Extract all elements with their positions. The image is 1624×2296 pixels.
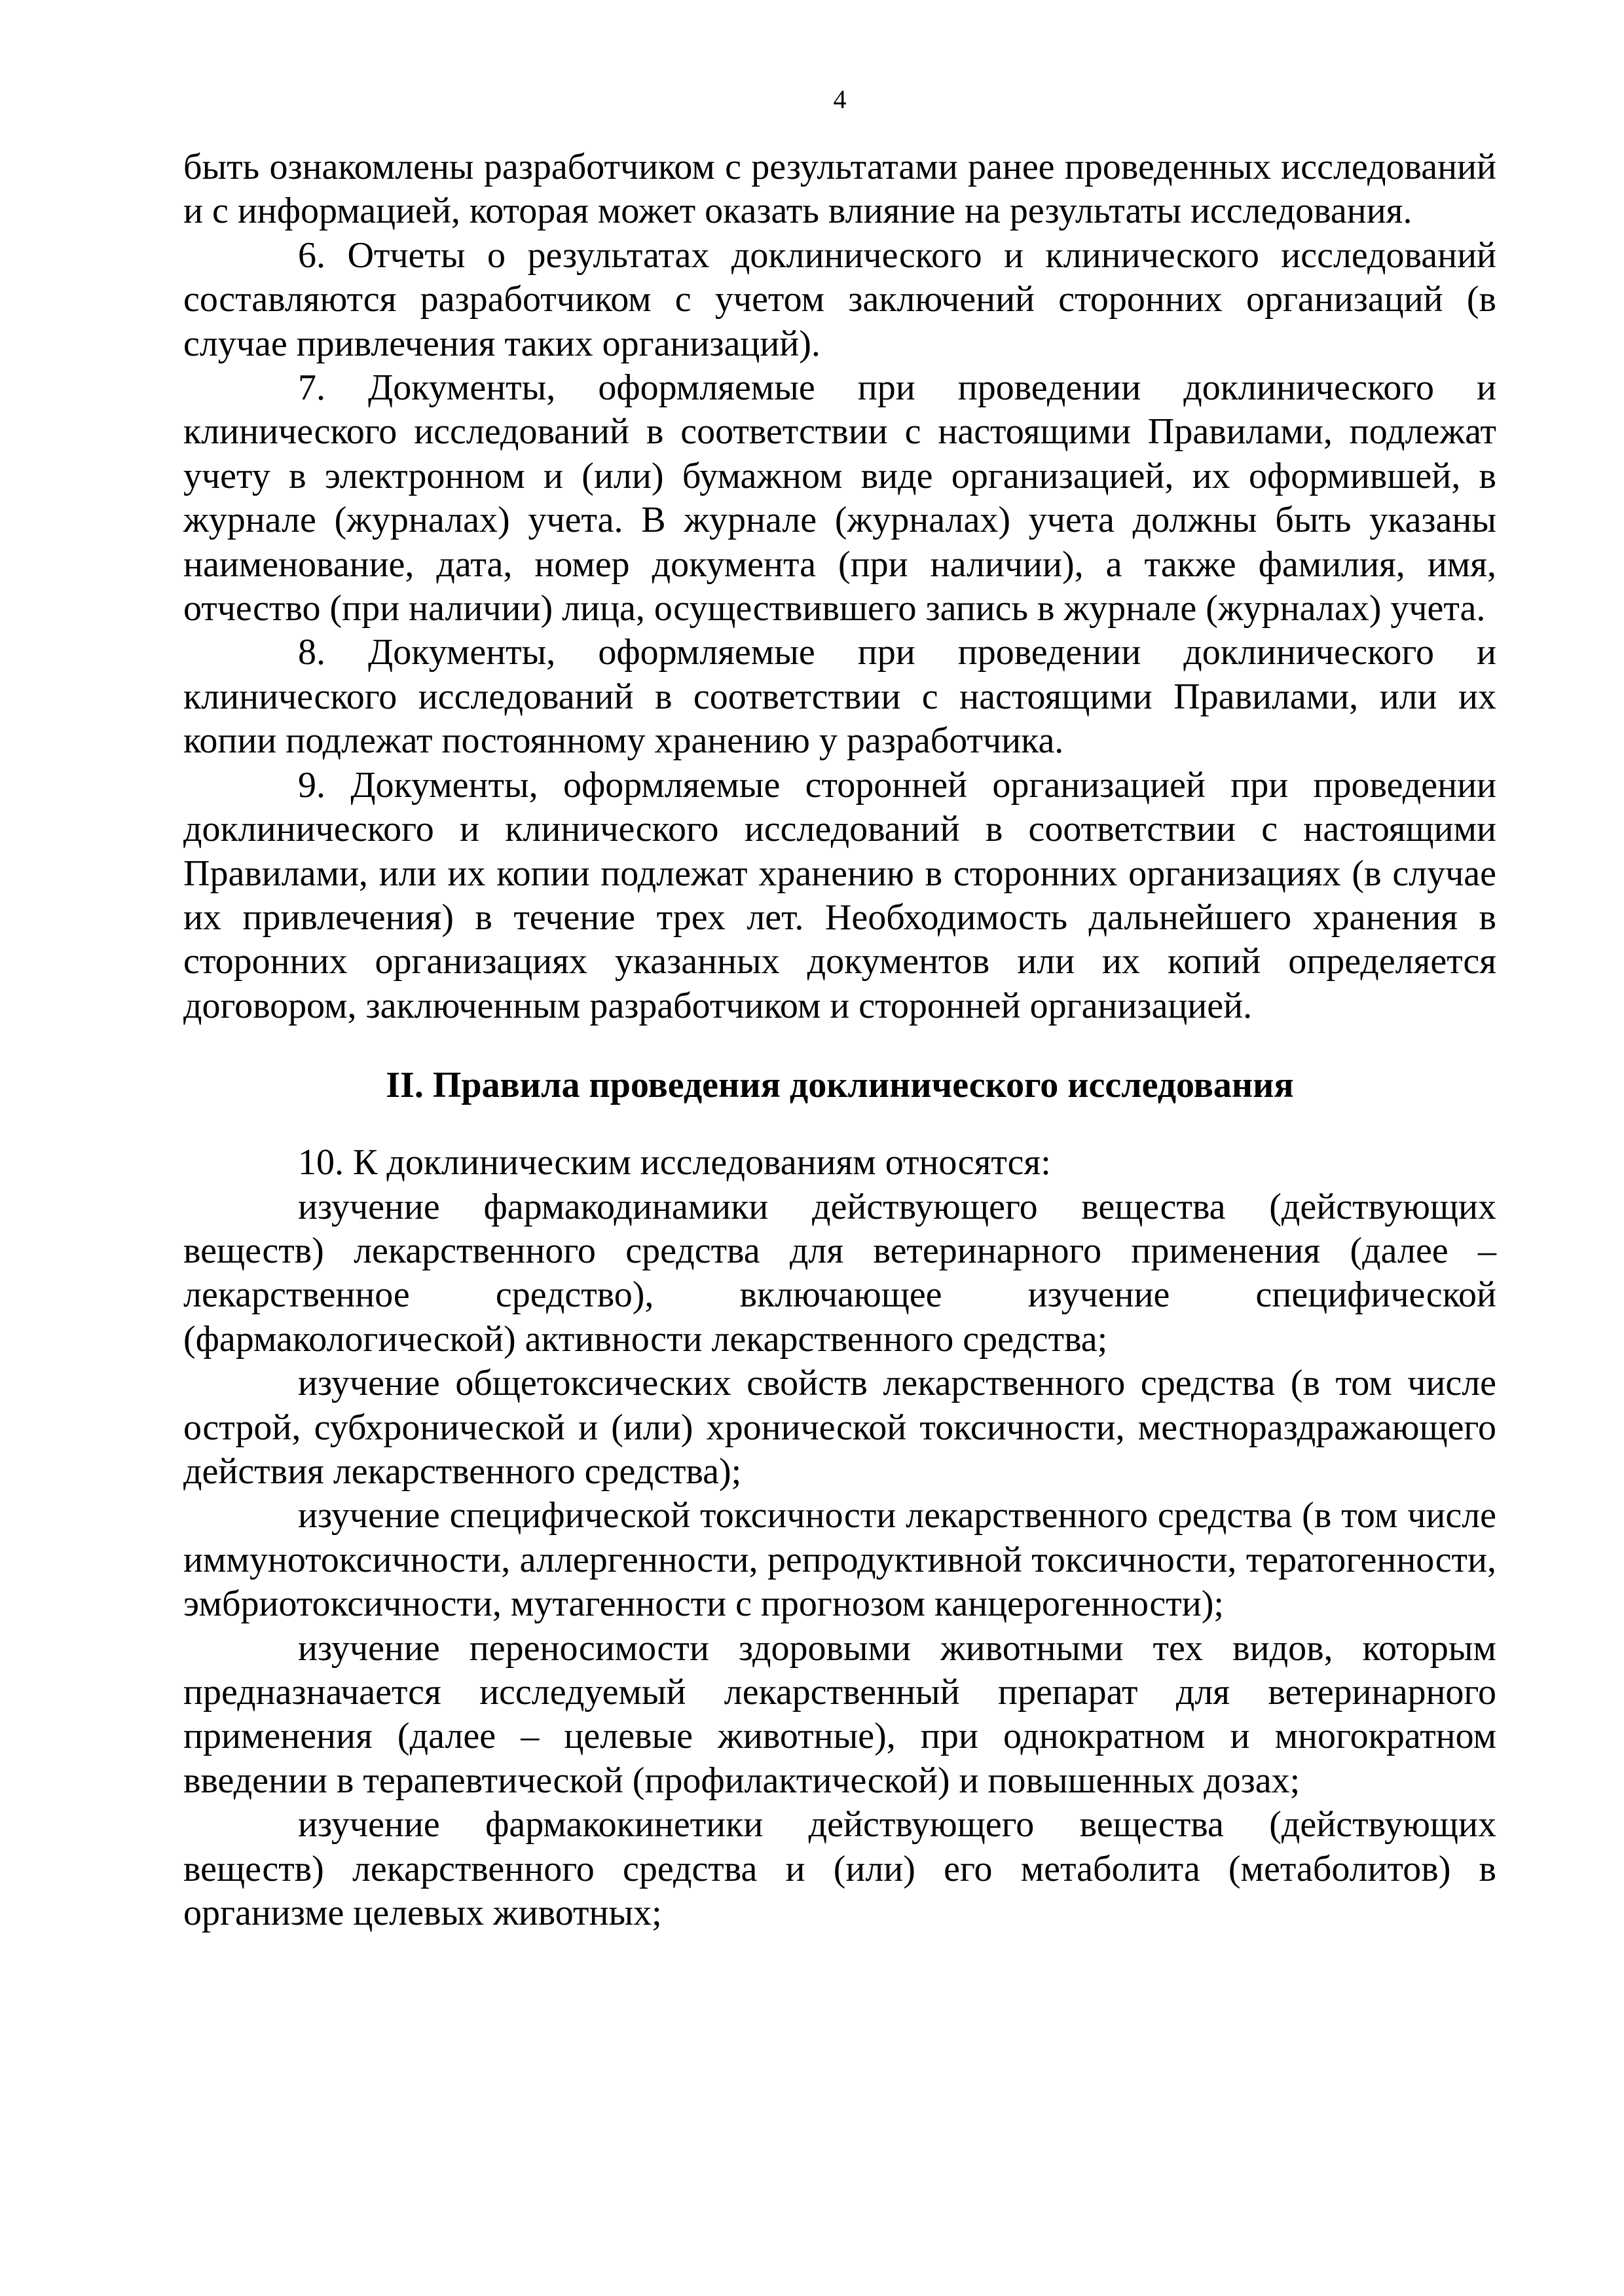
- list-item-general-toxicity: изучение общетоксических свойств лекарственного средства (в том числе острой, субхронической и (или) хронической токсичности, местнораздражающего действия лекарственного средства);: [183, 1363, 1496, 1492]
- list-item-pharmacokinetics: изучение фармакокинетики действующего вещества (действующих веществ) лекарственного средства и (или) его метаболита (метаболитов) в организме целевых животных;: [183, 1804, 1496, 1934]
- document-page: [183, 0, 1496, 2296]
- list-item-tolerability: изучение переносимости здоровыми животными тех видов, которым предназначается исследуемый лекарственный препарат для ветеринарного применения (далее – целевые животные), при однократном и многократном введении в терапевтической (профилактической) и повышенных дозах;: [183, 1627, 1496, 1801]
- list-item-specific-toxicity: изучение специфической токсичности лекарственного средства (в том числе иммунотоксичности, аллергенности, репродуктивной токсичности, тератогенности, эмбриотоксичности, мутагенности с прогнозом канцерогенности);: [183, 1495, 1496, 1625]
- paragraph-continuation: быть ознакомлены разработчиком с результатами ранее проведенных исследований и с информацией, которая может оказать влияние на результаты исследования.: [183, 147, 1496, 232]
- paragraph-item-9: 9. Документы, оформляемые сторонней организацией при проведении доклинического и клинического исследований в соответствии с настоящими Правилами, или их копии подлежат хранению в сторонних организациях (в случае их привлечения) в течение трех лет. Необходимость дальнейшего хранения в сторонних организациях указанных документов или их копий определяется договором, заключенным разработчиком и сторонней организацией.: [183, 764, 1496, 1026]
- section-heading: II. Правила проведения доклинического исследования: [386, 1065, 1294, 1106]
- paragraph-item-6: 6. Отчеты о результатах доклинического и клинического исследований составляются разработчиком с учетом заключений сторонних организаций (в случае привлечения таких организаций).: [183, 234, 1496, 364]
- paragraph-item-10: 10. К доклиническим исследованиям относятся:: [298, 1142, 1051, 1183]
- document-body: [183, 145, 1496, 1935]
- list-item-pharmacodynamics: изучение фармакодинамики действующего вещества (действующих веществ) лекарственного средства для ветеринарного применения (далее – лекарственное средство), включающее изучение специфической (фармакологической) активности лекарственного средства;: [183, 1186, 1496, 1360]
- paragraph-item-7: 7. Документы, оформляемые при проведении доклинического и клинического исследований в соответствии с настоящими Правилами, подлежат учету в электронном и (или) бумажном виде организацией, их оформившей, в журнале (журналах) учета. В журнале (журналах) учета должны быть указаны наименование, дата, номер документа (при наличии), а также фамилия, имя, отчество (при наличии) лица, осуществившего запись в журнале (журналах) учета.: [183, 367, 1496, 629]
- paragraph-item-8: 8. Документы, оформляемые при проведении доклинического и клинического исследований в соответствии с настоящими Правилами, или их копии подлежат постоянному хранению у разработчика.: [183, 632, 1496, 762]
- page-number: 4: [833, 84, 847, 114]
